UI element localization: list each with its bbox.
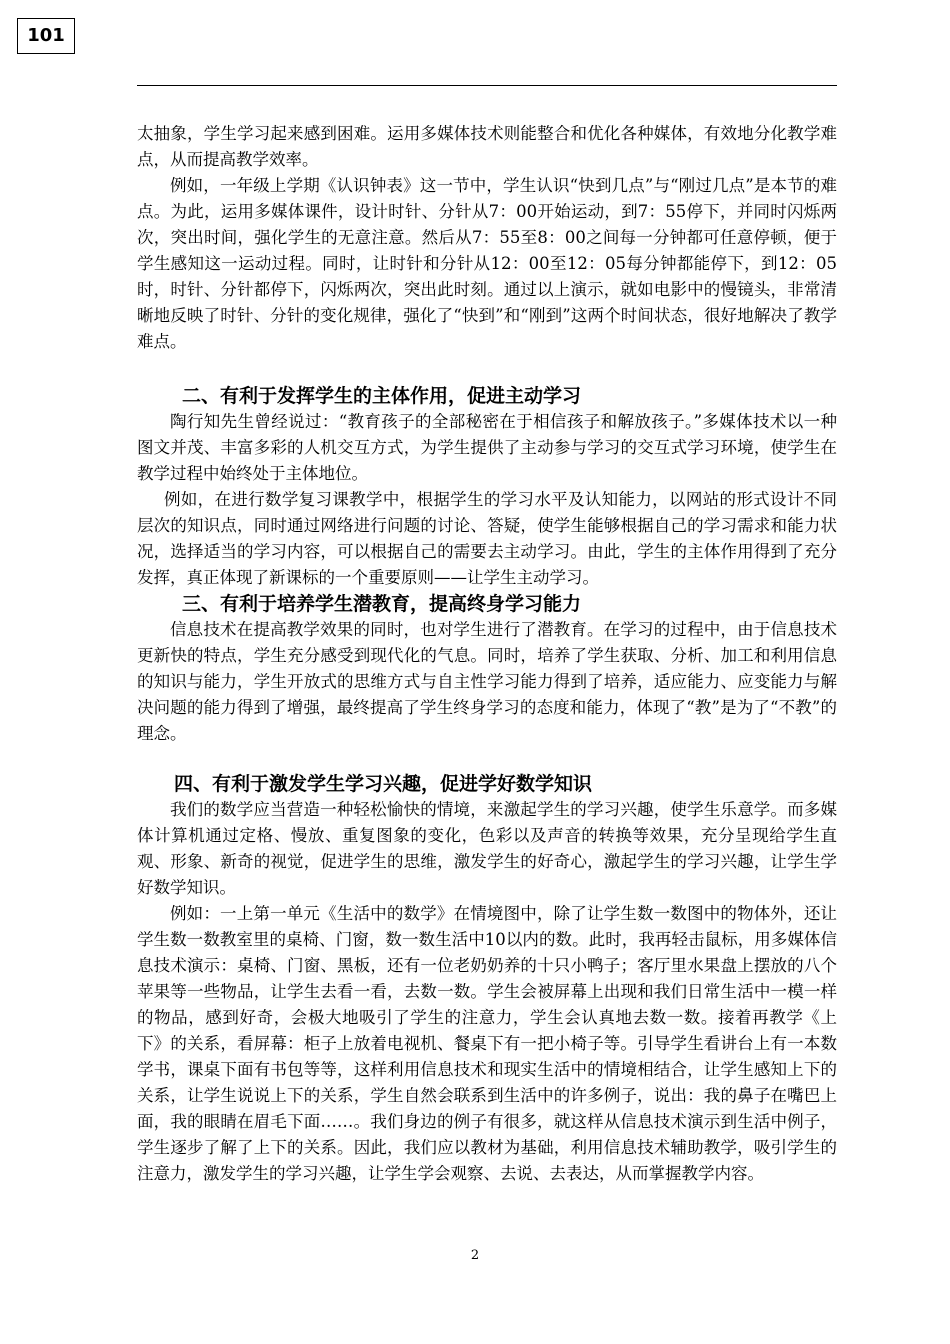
page-label-box: [17, 18, 75, 54]
section-heading-2: 二、有利于发挥学生的主体作用，促进主动学习: [182, 385, 582, 407]
paragraph-tao-quote: 陶行知先生曾经说过：“教育孩子的全部秘密在于相信孩子和解放孩子。”多媒体技术以一种图文并茂、丰富多彩的人机交互方式，为学生提供了主动参与学习的交互式学习环境，使学生在教学过程中始终处于主体地位。: [137, 412, 837, 483]
paragraph-latent-education: 信息技术在提高教学效果的同时，也对学生进行了潜教育。在学习的过程中，由于信息技术更新快的特点，学生充分感受到现代化的气息。同时，培养了学生获取、分析、加工和利用信息的知识与能力，学生开放式的思维方式与自主性学习能力得到了培养，适应能力、应变能力与解决问题的能力得到了增强，最终提高了学生终身学习的态度和能力，体现了“教”是为了“不教”的理念。: [137, 620, 837, 743]
document-body: [137, 121, 837, 1187]
section-heading-3: 三、有利于培养学生潜教育，提高终身学习能力: [182, 593, 582, 615]
paragraph-life-math-example: 例如：一上第一单元《生活中的数学》在情境图中，除了让学生数一数图中的物体外，还让学生数一数教室里的桌椅、门窗，数一数生活中10以内的数。此时，我再轻击鼠标，用多媒体信息技术演示：桌椅、门窗、黑板，还有一位老奶奶养的十只小鸭子；客厅里水果盘上摆放的八个苹果等一些物品，让学生去看一看，去数一数。学生会被屏幕上出现和我们日常生活中一模一样的物品，感到好奇，会极大地吸引了学生的注意力，学生会认真地去数一数。接着再教学《上下》的关系，看屏幕：柜子上放着电视机、餐桌下有一把小椅子等。引导学生看讲台上有一本数学书，课桌下面有书包等等，这样利用信息技术和现实生活中的情境相结合，让学生感知上下的关系，让学生说说上下的关系，学生自然会联系到生活中的许多例子，说出：我的鼻子在嘴巴上面，我的眼睛在眉毛下面……。我们身边的例子有很多，就这样从信息技术演示到生活中例子，学生逐步了解了上下的关系。因此，我们应以教材为基础，利用信息技术辅助教学，吸引学生的注意力，激发学生的学习兴趣，让学生学会观察、去说、去表达，从而掌握教学内容。: [137, 904, 837, 1183]
header-divider: [137, 85, 837, 86]
paragraph-interest: 我们的数学应当营造一种轻松愉快的情境，来激起学生的学习兴趣，使学生乐意学。而多媒体计算机通过定格、慢放、重复图象的变化，色彩以及声音的转换等效果，充分呈现给学生直观、形象、新奇的视觉，促进学生的思维，激发学生的好奇心，激起学生的学习兴趣，让学生学好数学知识。: [137, 800, 837, 897]
footer-page-number: 2: [470, 1248, 480, 1263]
paragraph-continuation: 太抽象，学生学习起来感到困难。运用多媒体技术则能整合和优化各种媒体，有效地分化教学难点，从而提高教学效率。: [137, 124, 837, 169]
page-label: 101: [27, 25, 65, 46]
section-heading-4: 四、有利于激发学生学习兴趣，促进学好数学知识: [174, 773, 593, 795]
paragraph-review-example: 例如，在进行数学复习课教学中，根据学生的学习水平及认知能力，以网站的形式设计不同层次的知识点，同时通过网络进行问题的讨论、答疑，使学生能够根据自己的学习需求和能力状况，选择适当的学习内容，可以根据自己的需要去主动学习。由此，学生的主体作用得到了充分发挥，真正体现了新课标的一个重要原则——让学生主动学习。: [137, 490, 837, 587]
paragraph-clock-example: 例如，一年级上学期《认识钟表》这一节中，学生认识“快到几点”与“刚过几点”是本节的难点。为此，运用多媒体课件，设计时针、分针从7：00开始运动，到7：55停下，并同时闪烁两次，突出时间，强化学生的无意注意。然后从7：55至8：00之间每一分钟都可任意停顿，便于学生感知这一运动过程。同时，让时针和分针从12：00至12：05每分钟都能停下，到12：05时，时针、分针都停下，闪烁两次，突出此时刻。通过以上演示，就如电影中的慢镜头，非常清晰地反映了时针、分针的变化规律，强化了“快到”和“刚到”这两个时间状态，很好地解决了教学难点。: [137, 176, 837, 351]
